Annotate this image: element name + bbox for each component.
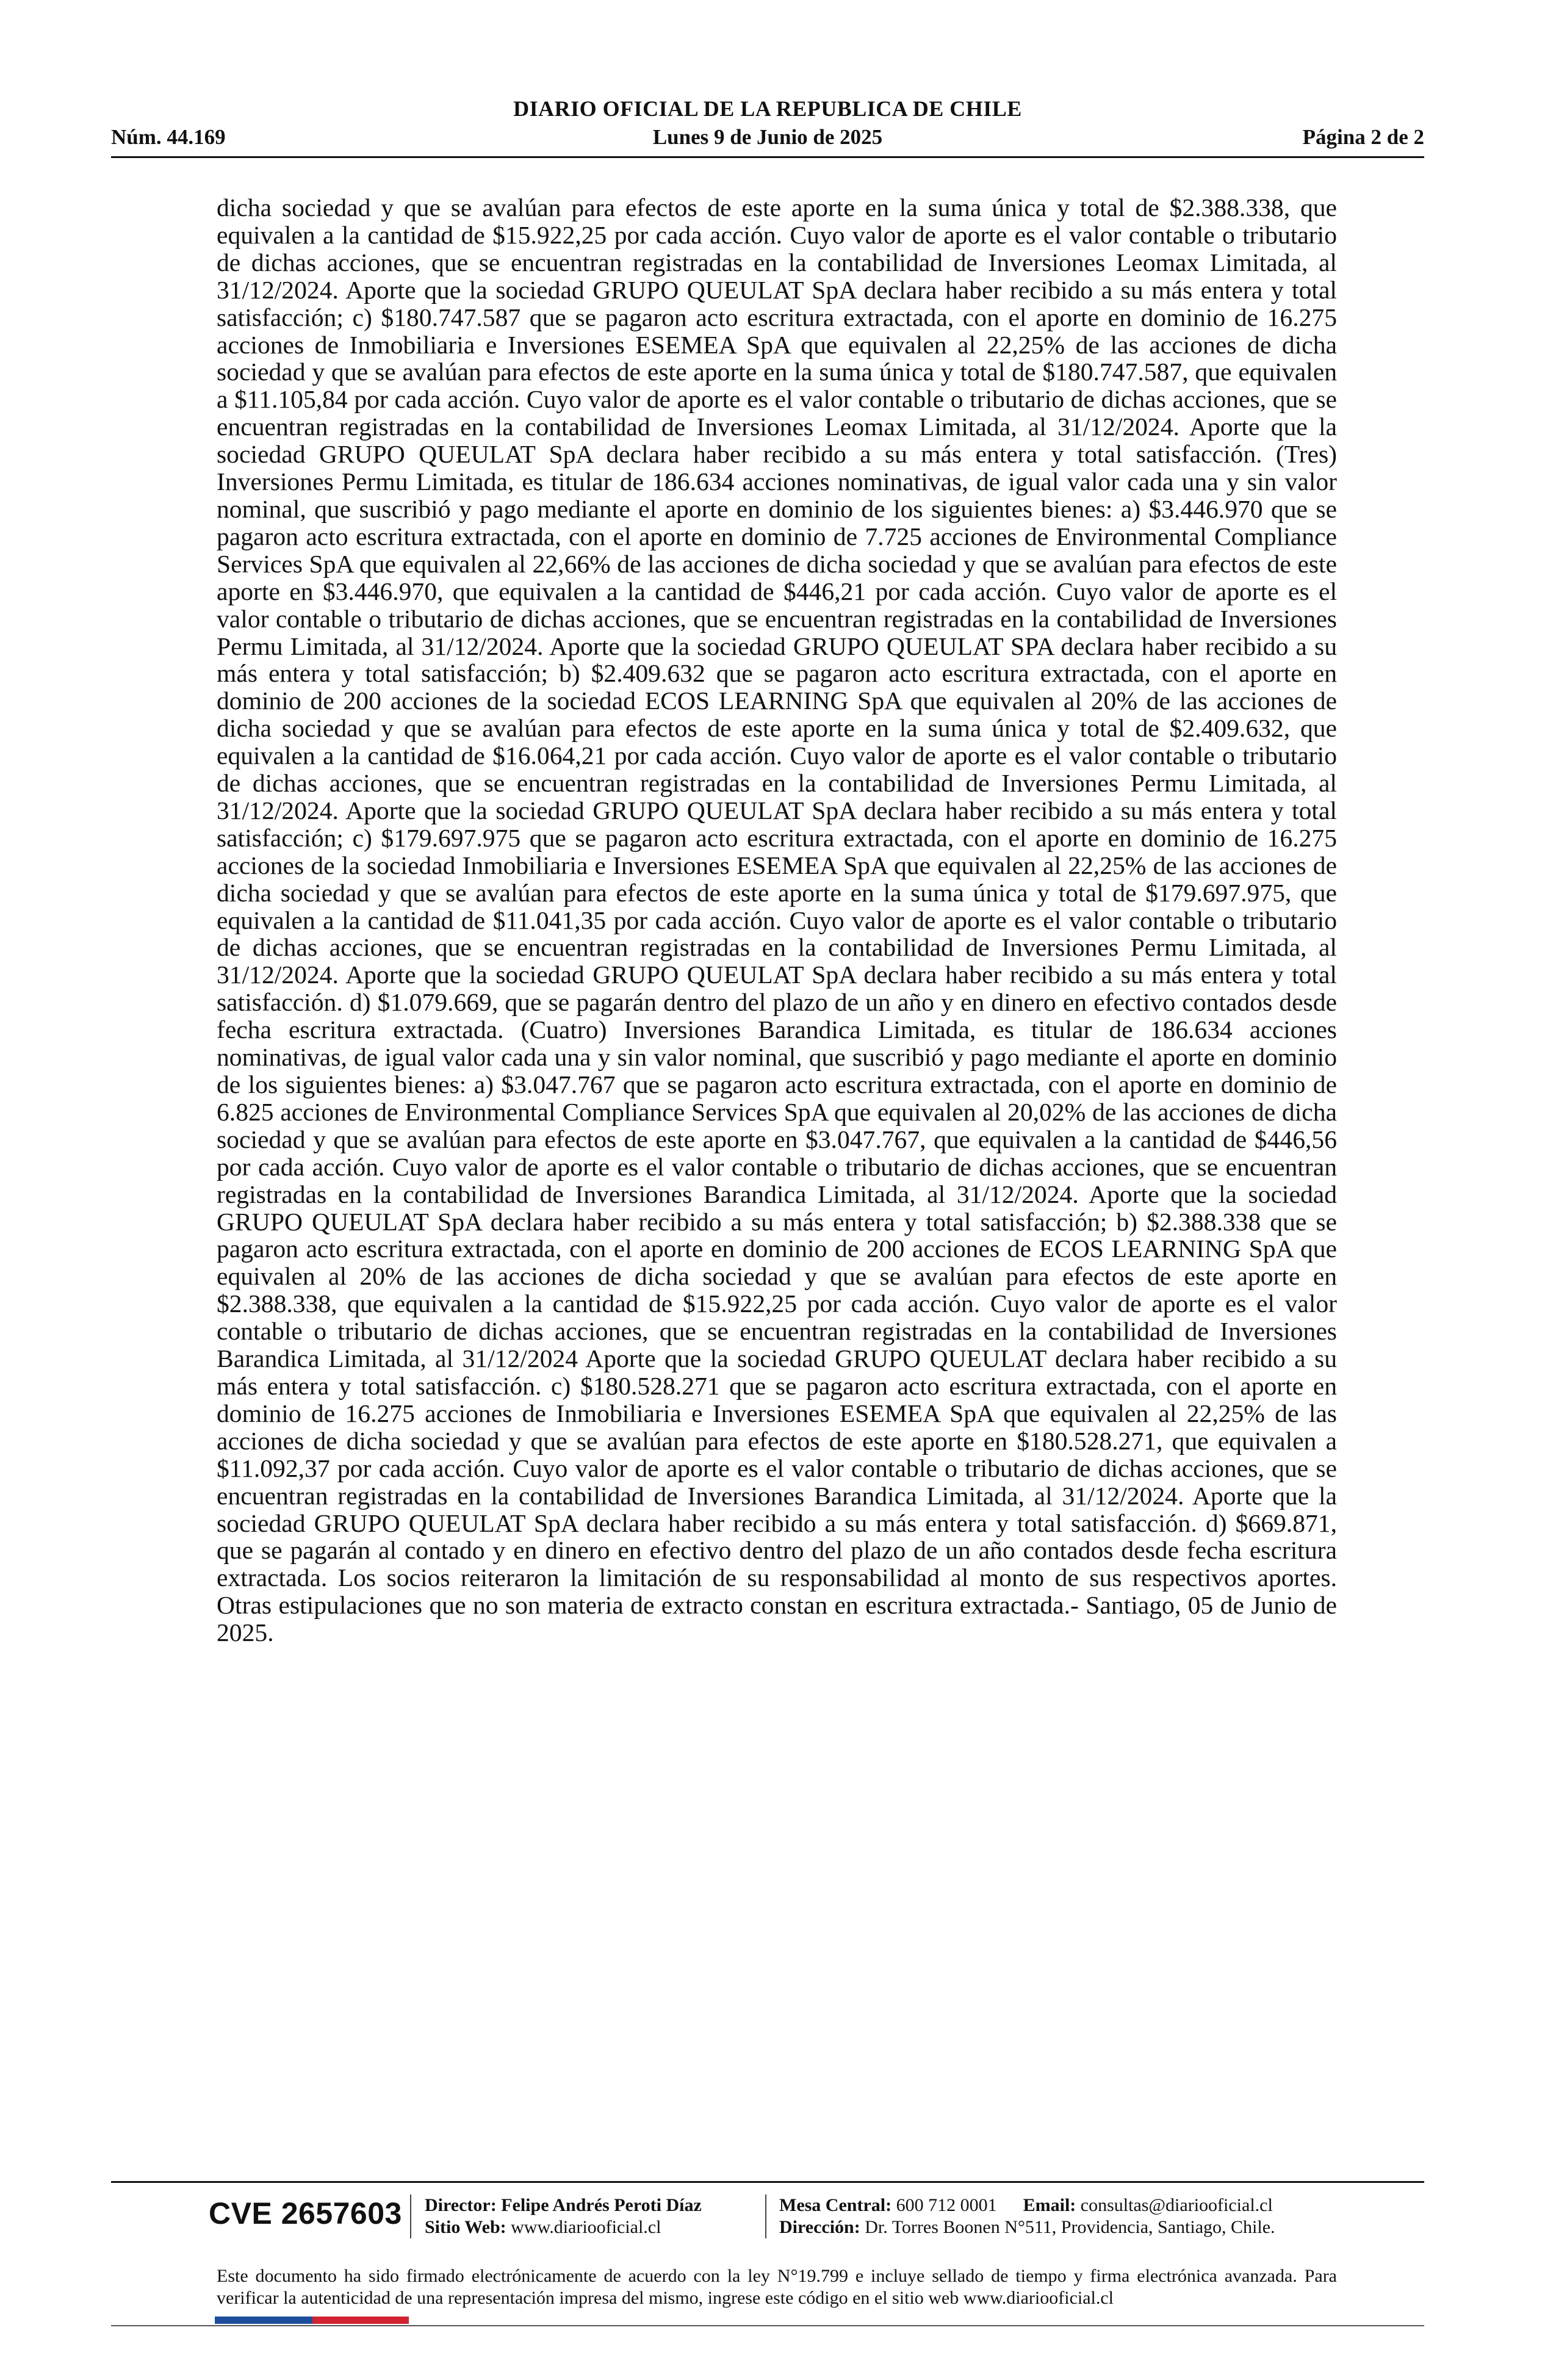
- footer-separator: [765, 2194, 766, 2238]
- address-line: [779, 2216, 1275, 2238]
- website-label: Sitio Web:: [425, 2217, 506, 2237]
- website-line: [425, 2216, 702, 2238]
- footer-divider-bottom: [111, 2325, 1424, 2326]
- email-link[interactable]: consultas@diariooficial.cl: [1080, 2195, 1273, 2215]
- header-divider: [111, 156, 1424, 158]
- email-label: Email:: [1023, 2195, 1076, 2215]
- footer-separator: [410, 2194, 411, 2238]
- issue-date: Lunes 9 de Junio de 2025: [652, 125, 883, 149]
- contact-line: [779, 2194, 1275, 2216]
- flag-red-segment: [312, 2317, 409, 2324]
- legal-notice: Este documento ha sido firmado electrónicamente de acuerdo con la ley N°19.799 e incluye sellado de tiempo y firma electrónica avanzada. Para verificar la autenticidad de una representación impresa del mismo, ingrese este código en el sitio web www.diariooficial.cl: [217, 2266, 1337, 2308]
- director-name: Felipe Andrés Peroti Díaz: [501, 2195, 702, 2215]
- mesa-phone: 600 712 0001: [896, 2195, 997, 2215]
- issue-number: Núm. 44.169: [111, 125, 226, 149]
- mesa-label: Mesa Central:: [779, 2195, 892, 2215]
- address-value: Dr. Torres Boonen N°511, Providencia, Santiago, Chile.: [865, 2217, 1275, 2237]
- flag-blue-segment: [215, 2317, 312, 2324]
- footer-contact-block: [779, 2194, 1275, 2238]
- cve-code: CVE 2657603: [209, 2196, 402, 2230]
- footer-director-block: [425, 2194, 702, 2238]
- footer-divider-top: [111, 2181, 1424, 2183]
- extract-body: dicha sociedad y que se avalúan para efectos de este aporte en la suma única y total de $2.388.338, que equivalen a la cantidad de $15.922,25 por cada acción. Cuyo valor de aporte es el valor contable o tributario de dichas acciones, que se encuentran registradas en la contabilidad de Inversiones Leomax Limitada, al 31/12/2024. Aporte que la sociedad GRUPO QUEULAT SpA declara haber recibido a su más entera y total satisfacción; c) $180.747.587 que se pagaron acto escritura extractada, con el aporte en dominio de 16.275 acciones de Inmobiliaria e Inversiones ESEMEA SpA que equivalen al 22,25% de las acciones de dicha sociedad y que se avalúan para efectos de este aporte en la suma única y total de $180.747.587, que equivalen a $11.105,84 por cada acción. Cuyo valor de aporte es el valor contable o tributario de dichas acciones, que se encuentran registradas en la contabilidad de Inversiones Leomax Limitada, al 31/12/2024. Aporte que la sociedad GRUPO QUEULAT SpA declara haber recibido a su más entera y total satisfacción. (Tres) Inversiones Permu Limitada, es titular de 186.634 acciones nominativas, de igual valor cada una y sin valor nominal, que suscribió y pago mediante el aporte en dominio de los siguientes bienes: a) $3.446.970 que se pagaron acto escritura extractada, con el aporte en dominio de 7.725 acciones de Environmental Compliance Services SpA que equivalen al 22,66% de las acciones de dicha sociedad y que se avalúan para efectos de este aporte en $3.446.970, que equivalen a la cantidad de $446,21 por cada acción. Cuyo valor de aporte es el valor contable o tributario de dichas acciones, que se encuentran registradas en la contabilidad de Inversiones Permu Limitada, al 31/12/2024. Aporte que la sociedad GRUPO QUEULAT SPA declara haber recibido a su más entera y total satisfacción; b) $2.409.632 que se pagaron acto escritura extractada, con el aporte en dominio de 200 acciones de la sociedad ECOS LEARNING SpA que equivalen al 20% de las acciones de dicha sociedad y que se avalúan para efectos de este aporte en la suma única y total de $2.409.632, que equivalen a la cantidad de $16.064,21 por cada acción. Cuyo valor de aporte es el valor contable o tributario de dichas acciones, que se encuentran registradas en la contabilidad de Inversiones Permu Limitada, al 31/12/2024. Aporte que la sociedad GRUPO QUEULAT SpA declara haber recibido a su más entera y total satisfacción; c) $179.697.975 que se pagaron acto escritura extractada, con el aporte en dominio de 16.275 acciones de la sociedad Inmobiliaria e Inversiones ESEMEA SpA que equivalen al 22,25% de las acciones de dicha sociedad y que se avalúan para efectos de este aporte en la suma única y total de $179.697.975, que equivalen a la cantidad de $11.041,35 por cada acción. Cuyo valor de aporte es el valor contable o tributario de dichas acciones, que se encuentran registradas en la contabilidad de Inversiones Permu Limitada, al 31/12/2024. Aporte que la sociedad GRUPO QUEULAT SpA declara haber recibido a su más entera y total satisfacción. d) $1.079.669, que se pagarán dentro del plazo de un año y en dinero en efectivo contados desde fecha escritura extractada. (Cuatro) Inversiones Barandica Limitada, es titular de 186.634 acciones nominativas, de igual valor cada una y sin valor nominal, que suscribió y pago mediante el aporte en dominio de los siguientes bienes: a) $3.047.767 que se pagaron acto escritura extractada, con el aporte en dominio de 6.825 acciones de Environmental Compliance Services SpA que equivalen al 20,02% de las acciones de dicha sociedad y que se avalúan para efectos de este aporte en $3.047.767, que equivalen a la cantidad de $446,56 por cada acción. Cuyo valor de aporte es el valor contable o tributario de dichas acciones, que se encuentran registradas en la contabilidad de Inversiones Barandica Limitada, al 31/12/2024. Aporte que la sociedad GRUPO QUEULAT SpA declara haber recibido a su más entera y total satisfacción; b) $2.388.338 que se pagaron acto escritura extractada, con el aporte en dominio de 200 acciones de ECOS LEARNING SpA que equivalen al 20% de las acciones de dicha sociedad y que se avalúan para efectos de este aporte en $2.388.338, que equivalen a la cantidad de $15.922,25 por cada acción. Cuyo valor de aporte es el valor contable o tributario de dichas acciones, que se encuentran registradas en la contabilidad de Inversiones Barandica Limitada, al 31/12/2024 Aporte que la sociedad GRUPO QUEULAT declara haber recibido a su más entera y total satisfacción. c) $180.528.271 que se pagaron acto escritura extractada, con el aporte en dominio de 16.275 acciones de Inmobiliaria e Inversiones ESEMEA SpA que equivalen al 22,25% de las acciones de dicha sociedad y que se avalúan para efectos de este aporte en $180.528.271, que equivalen a $11.092,37 por cada acción. Cuyo valor de aporte es el valor contable o tributario de dichas acciones, que se encuentran registradas en la contabilidad de Inversiones Barandica Limitada, al 31/12/2024. Aporte que la sociedad GRUPO QUEULAT SpA declara haber recibido a su más entera y total satisfacción. d) $669.871, que se pagarán al contado y en dinero en efectivo dentro del plazo de un año contados desde fecha escritura extractada. Los socios reiteraron la limitación de su responsabilidad al monto de sus respectivos aportes. Otras estipulaciones que no son materia de extracto constan en escritura extractada.- Santiago, 05 de Junio de 2025.: [217, 193, 1337, 1647]
- director-label: Director:: [425, 2195, 497, 2215]
- newspaper-title: DIARIO OFICIAL DE LA REPUBLICA DE CHILE: [513, 96, 1022, 121]
- director-line: [425, 2194, 702, 2216]
- page-header: [111, 95, 1424, 156]
- address-label: Dirección:: [779, 2217, 860, 2237]
- page-indicator: Página 2 de 2: [1302, 125, 1424, 149]
- website-link[interactable]: www.diariooficial.cl: [511, 2217, 661, 2237]
- chile-flag-stripe: [215, 2317, 409, 2324]
